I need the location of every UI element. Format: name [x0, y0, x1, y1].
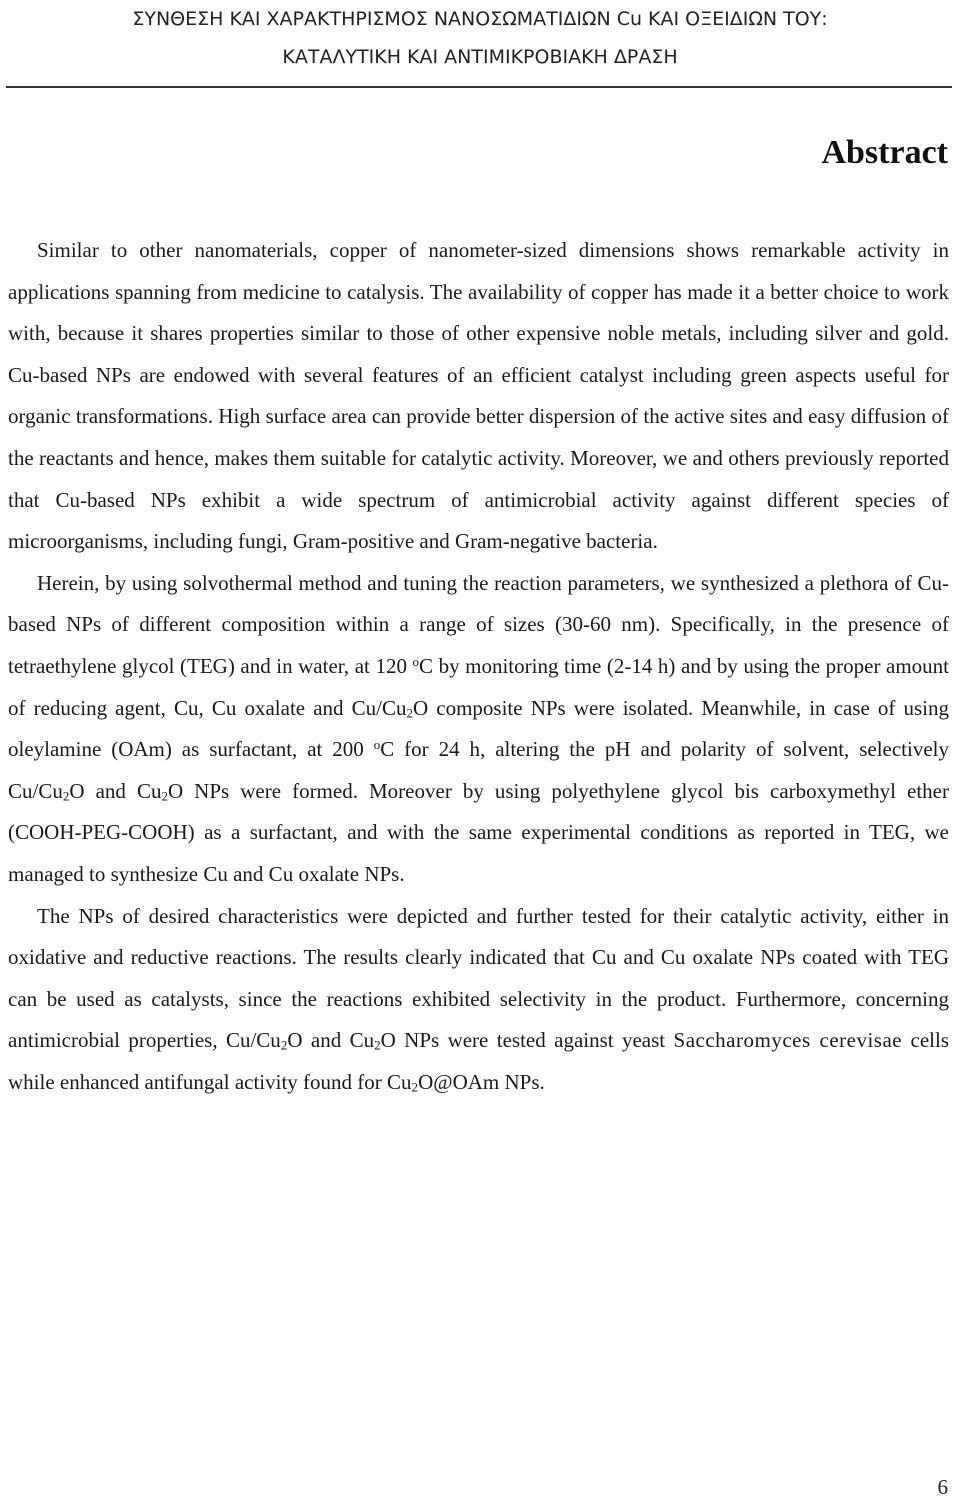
subscript-2: 2: [62, 788, 70, 804]
abstract-paragraph-3: [8, 896, 949, 1104]
running-header-line-2: ΚΑΤΑΛΥΤΙΚΗ ΚΑΙ ΑΝΤΙΜΙΚΡΟΒΙΑΚΗ ΔΡΑΣΗ: [282, 46, 678, 68]
running-header: [0, 0, 960, 76]
paragraph-3-text-4: cells while enhanced antifungal activity found for Cu: [8, 1028, 949, 1094]
paragraph-2-text-4: C for 24 h, altering the pH and polarity of solvent, selectively Cu/Cu: [8, 737, 949, 803]
paragraph-2-text-1: Herein, by using solvothermal method and tuning the reaction parameters, we synthesized a plethora of Cu-based NPs of different composition within a range of sizes (30-60 nm). Specifically, in the presence of tetraethylene glycol (TEG) and in water, at 120: [8, 570, 949, 678]
abstract-paragraph-1: Similar to other nanomaterials, copper of nanometer-sized dimensions shows remarkable activity in applications spanning from medicine to catalysis. The availability of copper has made it a better choice to work with, because it shares properties similar to those of other expensive noble metals, including silver and gold. Cu-based NPs are endowed with several features of an efficient catalyst including green aspects useful for organic transformations. High surface area can provide better dispersion of the active sites and easy diffusion of the reactants and hence, makes them suitable for catalytic activity. Moreover, we and others previously reported that Cu-based NPs exhibit a wide spectrum of antimicrobial activity against different species of microorganisms, including fungi, Gram-positive and Gram-negative bacteria.: [8, 238, 949, 554]
degree-symbol: o: [412, 653, 420, 669]
paragraph-2-text-3: O composite NPs were isolated. Meanwhile, in case of using oleylamine (OAm) as surfactant, at 200: [8, 695, 949, 762]
subscript-2: 2: [280, 1037, 288, 1053]
degree-symbol: o: [373, 736, 381, 752]
paragraph-3-text-2: O and Cu: [287, 1028, 375, 1053]
page-number: 6: [937, 1475, 948, 1499]
abstract-body: [8, 230, 949, 1103]
abstract-paragraph-2: [8, 563, 949, 896]
running-header-line-1: ΣΥΝΘΕΣΗ ΚΑΙ ΧΑΡΑΚΤΗΡΙΣΜΟΣ ΝΑΝΟΣΩΜΑΤΙΔΙΩΝ Cu ΚΑΙ ΟΞΕΙΔΙΩΝ ΤΟΥ:: [132, 8, 828, 30]
section-title: Abstract: [821, 134, 948, 171]
subscript-2: 2: [374, 1037, 381, 1053]
paragraph-3-text-5: O@OAm NPs.: [418, 1069, 545, 1094]
subscript-2: 2: [411, 1079, 419, 1095]
paragraph-3-text-3: O NPs were tested against yeast: [380, 1028, 674, 1053]
subscript-2: 2: [406, 704, 413, 720]
paragraph-2-text-6: O NPs were formed. Moreover by using polyethylene glycol bis carboxymethyl ether (COOH-PEG-COOH) as a surfactant, and with the same experimental conditions as reported in TEG, we managed to synthesize Cu and Cu oxalate NPs.: [8, 778, 949, 886]
paragraph-3-text-1: The NPs of desired characteristics were depicted and further tested for their catalytic activity, either in oxidative and reductive reactions. The results clearly indicated that Cu and Cu oxalate NPs coated with TEG can be used as catalysts, since the reactions exhibited selectivity in the product. Furthermore, concerning antimicrobial properties, Cu/Cu: [8, 903, 949, 1053]
species-name: Saccharomyces cerevisae: [673, 1028, 903, 1053]
subscript-2: 2: [161, 788, 168, 804]
header-divider: [6, 86, 952, 88]
paragraph-2-text-2: C by monitoring time (2-14 h) and by using the proper amount of reducing agent, Cu, Cu oxalate and Cu/Cu: [8, 653, 949, 720]
paragraph-2-text-5: O and Cu: [69, 778, 162, 803]
